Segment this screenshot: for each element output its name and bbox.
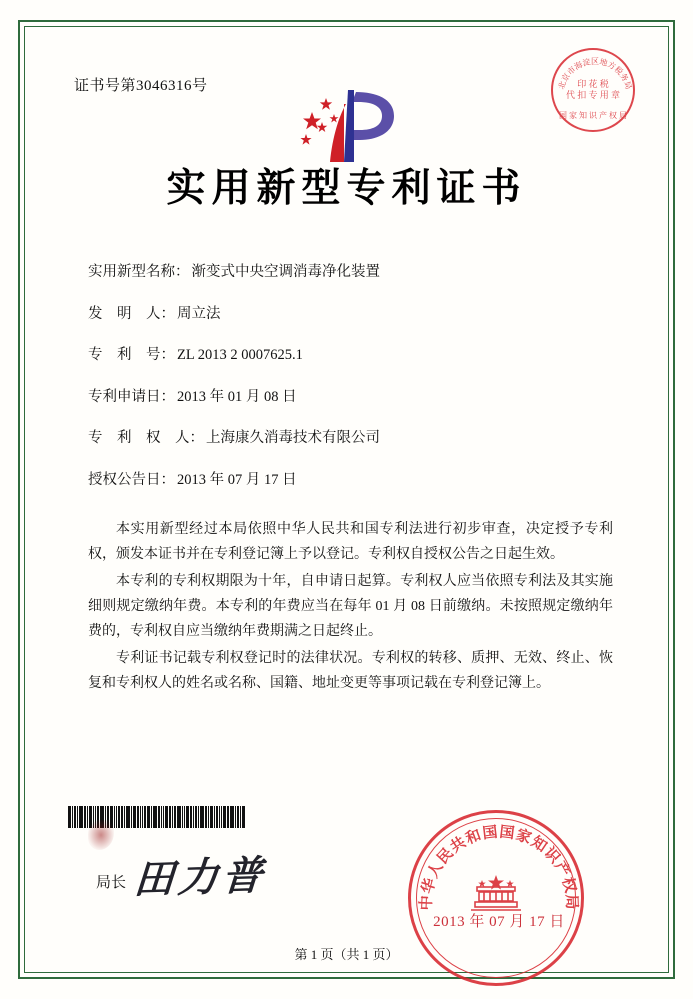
page-footer: 第 1 页（共 1 页） bbox=[294, 947, 399, 962]
barcode-bar bbox=[163, 806, 164, 828]
barcode-bar bbox=[190, 806, 192, 828]
barcode-bar bbox=[240, 806, 241, 828]
barcode-bar bbox=[114, 806, 115, 828]
barcode-bar bbox=[216, 806, 218, 828]
barcode-bar bbox=[144, 806, 146, 828]
field-label: 实用新型名称： bbox=[88, 264, 190, 280]
tax-stamp-seal bbox=[551, 48, 635, 132]
tax-stamp-center bbox=[563, 79, 623, 101]
barcode-bar bbox=[147, 806, 150, 828]
barcode-bar bbox=[210, 806, 213, 828]
barcode-bar bbox=[151, 806, 152, 828]
barcode-bar bbox=[214, 806, 215, 828]
certificate-number: 证书号第3046316号 bbox=[74, 78, 208, 94]
barcode-bar bbox=[124, 806, 125, 828]
barcode-bar bbox=[161, 806, 162, 828]
field-label: 专 利 权 人： bbox=[88, 430, 204, 446]
barcode-bar bbox=[165, 806, 168, 828]
barcode-bar bbox=[242, 806, 245, 828]
field-label: 授权公告日： bbox=[88, 471, 175, 488]
barcode-bar bbox=[77, 806, 78, 828]
legal-paragraph-1: 本实用新型经过本局依照中华人民共和国专利法进行初步审查，决定授予专利权，颁发本证书并在专利登记簿上予以登记。专利权自授权公告之日起生效。 bbox=[88, 522, 613, 562]
barcode-bar bbox=[182, 806, 183, 828]
barcode-bar bbox=[137, 806, 139, 828]
barcode-bar bbox=[74, 806, 76, 828]
field-utility-model-name bbox=[88, 265, 643, 280]
field-patent-number bbox=[88, 348, 643, 363]
barcode-bar bbox=[68, 806, 71, 828]
barcode-bar bbox=[223, 806, 226, 828]
field-label: 专 利 号： bbox=[88, 347, 175, 363]
legal-text bbox=[88, 517, 613, 696]
signature-block bbox=[96, 852, 268, 903]
barcode-bar bbox=[79, 806, 83, 828]
field-value: ZL 2013 2 0007625.1 bbox=[177, 347, 303, 363]
signature-handwriting: 田力普 bbox=[132, 852, 268, 903]
barcode-bar bbox=[174, 806, 176, 828]
barcode-bar bbox=[72, 806, 73, 828]
tax-stamp-line-1: 印 花 税 bbox=[577, 79, 609, 89]
barcode-bar bbox=[118, 806, 120, 828]
barcode-bar bbox=[230, 806, 234, 828]
page-title: 实用新型专利证书 bbox=[166, 167, 527, 210]
barcode-bar bbox=[208, 806, 209, 828]
field-patentee bbox=[88, 431, 643, 446]
barcode-bar bbox=[184, 806, 185, 828]
barcode-bar bbox=[133, 806, 136, 828]
field-value: 周立法 bbox=[177, 305, 221, 322]
field-value: 2013 年 07 月 17 日 bbox=[177, 471, 297, 488]
field-grant-announcement-date bbox=[88, 473, 643, 488]
tax-stamp-bottom: 国 家 知 识 产 权 局 bbox=[559, 111, 627, 120]
field-label: 发 明 人： bbox=[88, 305, 175, 322]
barcode-bar bbox=[193, 806, 194, 828]
barcode-bar bbox=[131, 806, 132, 828]
barcode-bar bbox=[140, 806, 141, 828]
barcode-bar bbox=[177, 806, 181, 828]
seal-arc-label: 中华人民共和国国家知识产权局 bbox=[418, 824, 580, 911]
field-application-date bbox=[88, 390, 643, 405]
barcode-bar bbox=[121, 806, 123, 828]
barcode-bar bbox=[227, 806, 229, 828]
barcode-bar bbox=[116, 806, 117, 828]
barcode-bar bbox=[153, 806, 157, 828]
barcode-bar bbox=[158, 806, 160, 828]
barcode-bar bbox=[205, 806, 207, 828]
field-value: 渐变式中央空调消毒净化装置 bbox=[191, 264, 380, 280]
barcode-bar bbox=[200, 806, 204, 828]
barcode-bar bbox=[87, 806, 88, 828]
legal-paragraph-2: 本专利的专利权期限为十年，自申请日起算。专利权人应当依照专利法及其实施细则规定缴纳年费。本专利的年费应当在每年 01 月 08 日前缴纳。未按照规定缴纳年费的，专利权自应当缴纳年费期满之日起终止。 bbox=[88, 574, 613, 639]
barcode-bar bbox=[195, 806, 197, 828]
barcode-bar bbox=[169, 806, 171, 828]
field-value: 上海康久消毒技术有限公司 bbox=[206, 430, 380, 446]
field-inventor bbox=[88, 307, 643, 322]
barcode-bar bbox=[172, 806, 173, 828]
barcode-bar bbox=[142, 806, 143, 828]
seal-date: 2013 年 07 月 17 日 bbox=[433, 914, 565, 930]
fields-list bbox=[88, 265, 643, 487]
tax-stamp-arc-label: 北京市海淀区地方税务局 bbox=[556, 57, 634, 91]
barcode-bar bbox=[219, 806, 220, 828]
tax-stamp-line-2: 代 扣 专 用 章 bbox=[565, 90, 620, 100]
field-value: 2013 年 01 月 08 日 bbox=[177, 388, 297, 405]
barcode-bar bbox=[198, 806, 199, 828]
legal-paragraph-3: 专利证书记载专利权登记时的法律状况。专利权的转移、质押、无效、终止、恢复和专利权人的姓名或名称、国籍、地址变更等事项记载在专利登记簿上。 bbox=[88, 651, 613, 691]
barcode-bar bbox=[235, 806, 236, 828]
barcode-bar bbox=[84, 806, 86, 828]
field-label: 专利申请日： bbox=[88, 388, 175, 405]
barcode-bar bbox=[186, 806, 189, 828]
barcode-bar bbox=[126, 806, 130, 828]
barcode-bar bbox=[221, 806, 222, 828]
signature-label: 局长 bbox=[96, 875, 127, 891]
barcode-bar bbox=[237, 806, 239, 828]
